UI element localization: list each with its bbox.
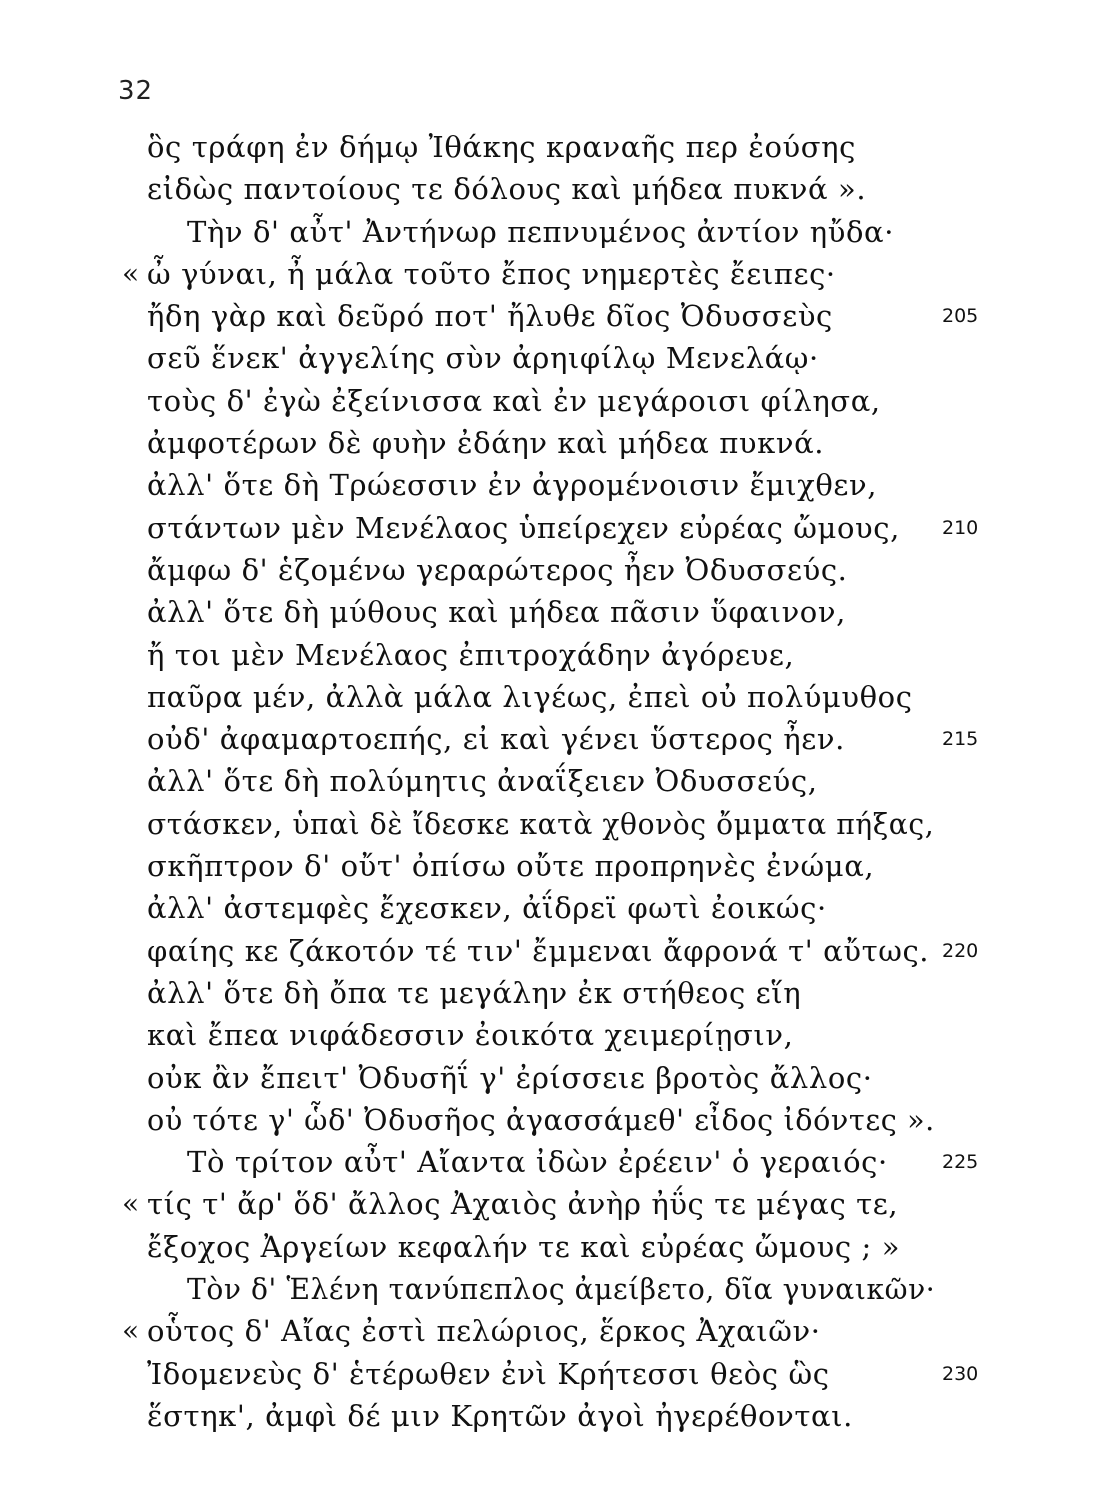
verse-line xyxy=(0,1057,1112,1099)
page-number: 32 xyxy=(118,76,154,106)
verse-text: ἀμφοτέρων δὲ φυὴν ἐδάην καὶ μήδεα πυκνά. xyxy=(147,426,825,461)
verse-line xyxy=(0,507,1112,549)
line-number: 225 xyxy=(942,1151,979,1174)
verse-text: οὗτος δ' Αἴας ἐστὶ πελώριος, ἕρκος Ἀχαιῶν· xyxy=(147,1314,821,1349)
verse-text: σκῆπτρον δ' οὔτ' ὀπίσω οὔτε προπρηνὲς ἐνώμα, xyxy=(147,849,875,884)
verse-line xyxy=(0,845,1112,887)
line-number: 205 xyxy=(942,305,979,328)
verse-line xyxy=(0,1395,1112,1437)
line-number: 215 xyxy=(942,728,979,751)
verse-text: ἕστηκ', ἀμφὶ δέ μιν Κρητῶν ἀγοὶ ἠγερέθονται. xyxy=(147,1398,853,1433)
verse-text: ἤ τοι μὲν Μενέλαος ἐπιτροχάδην ἀγόρευε, xyxy=(147,637,795,672)
verse-line xyxy=(0,337,1112,379)
verse-text: σεῦ ἕνεκ' ἀγγελίης σὺν ἀρηιφίλῳ Μενελάῳ· xyxy=(147,341,819,376)
opening-quote-mark: « xyxy=(122,1314,140,1348)
verse-line xyxy=(0,1014,1112,1056)
verse-text: Τὴν δ' αὖτ' Ἀντήνωρ πεπνυμένος ἀντίον ηὔδα· xyxy=(187,214,895,249)
verse-line xyxy=(0,676,1112,718)
verse-line xyxy=(0,1099,1112,1141)
verse-line xyxy=(0,1183,1112,1225)
verse-line xyxy=(0,168,1112,210)
verse-line xyxy=(0,211,1112,253)
verse-text: ἄμφω δ' ἑζομένω γεραρώτερος ἦεν Ὀδυσσεύς. xyxy=(147,552,848,587)
verse-line xyxy=(0,1310,1112,1352)
verse-line xyxy=(0,1353,1112,1395)
verse-text: ἤδη γὰρ καὶ δεῦρό ποτ' ἤλυθε δῖος Ὀδυσσεὺς xyxy=(147,299,833,334)
verse-line xyxy=(0,464,1112,506)
verse-text: φαίης κε ζάκοτόν τέ τιν' ἔμμεναι ἄφρονά τ' αὔτως. xyxy=(147,933,930,968)
verse-line xyxy=(0,760,1112,802)
opening-quote-mark: « xyxy=(122,1187,140,1221)
verse-text: οὐδ' ἀφαμαρτοεπής, εἰ καὶ γένει ὕστερος ἦεν. xyxy=(147,722,845,757)
verse-text: οὐ τότε γ' ὧδ' Ὀδυσῆος ἀγασσάμεθ' εἶδος ἰδόντες ». xyxy=(147,1102,935,1137)
verse-text: ἔξοχος Ἀργείων κεφαλήν τε καὶ εὐρέας ὤμους ; » xyxy=(147,1229,901,1264)
verse-line xyxy=(0,634,1112,676)
opening-quote-mark: « xyxy=(122,256,140,290)
verse-text: τοὺς δ' ἐγὼ ἐξείνισσα καὶ ἐν μεγάροισι φίλησα, xyxy=(147,383,881,418)
verse-line xyxy=(0,549,1112,591)
verse-text: ἀλλ' ὅτε δὴ πολύμητις ἀναΐξειεν Ὀδυσσεύς, xyxy=(147,764,818,799)
verse-line xyxy=(0,380,1112,422)
line-number: 210 xyxy=(942,516,979,539)
verse-block xyxy=(0,126,1112,1437)
verse-line xyxy=(0,422,1112,464)
verse-line xyxy=(0,126,1112,168)
verse-text: ἀλλ' ὅτε δὴ μύθους καὶ μήδεα πᾶσιν ὕφαινον, xyxy=(147,595,846,630)
verse-text: εἰδὼς παντοίους τε δόλους καὶ μήδεα πυκνά ». xyxy=(147,172,867,207)
verse-text: Τὸν δ' Ἑλένη τανύπεπλος ἀμείβετο, δῖα γυναικῶν· xyxy=(187,1272,936,1307)
verse-line xyxy=(0,1226,1112,1268)
verse-line xyxy=(0,295,1112,337)
verse-text: ἀλλ' ἀστεμφὲς ἔχεσκεν, ἀΐδρεϊ φωτὶ ἐοικώς· xyxy=(147,891,827,926)
verse-text: Ἰδομενεὺς δ' ἑτέρωθεν ἐνὶ Κρήτεσσι θεὸς ὣς xyxy=(147,1356,830,1391)
verse-text: Τὸ τρίτον αὖτ' Αἴαντα ἰδὼν ἐρέειν' ὁ γεραιός· xyxy=(187,1145,888,1180)
verse-line xyxy=(0,803,1112,845)
verse-text: ἀλλ' ὅτε δὴ ὄπα τε μεγάλην ἐκ στήθεος εἵη xyxy=(147,975,802,1010)
verse-text: οὐκ ἂν ἔπειτ' Ὀδυσῆΐ γ' ἐρίσσειε βροτὸς ἄλλος· xyxy=(147,1060,873,1095)
verse-text: τίς τ' ἄρ' ὅδ' ἄλλος Ἀχαιὸς ἀνὴρ ἠΰς τε μέγας τε, xyxy=(147,1187,899,1222)
verse-line xyxy=(0,930,1112,972)
verse-line xyxy=(0,1141,1112,1183)
verse-line xyxy=(0,887,1112,929)
verse-line xyxy=(0,1268,1112,1310)
verse-text: ὃς τράφη ἐν δήμῳ Ἰθάκης κραναῆς περ ἐούσης xyxy=(147,130,856,164)
verse-text: καὶ ἔπεα νιφάδεσσιν ἐοικότα χειμερίῃσιν, xyxy=(147,1018,794,1053)
verse-line xyxy=(0,253,1112,295)
verse-text: στάσκεν, ὑπαὶ δὲ ἴδεσκε κατὰ χθονὸς ὄμματα πήξας, xyxy=(147,806,935,841)
verse-text: παῦρα μέν, ἀλλὰ μάλα λιγέως, ἐπεὶ οὐ πολύμυθος xyxy=(147,679,913,714)
verse-line xyxy=(0,718,1112,760)
verse-text: ὦ γύναι, ἦ μάλα τοῦτο ἔπος νημερτὲς ἔειπες· xyxy=(147,256,836,291)
line-number: 230 xyxy=(942,1362,979,1385)
verse-line xyxy=(0,591,1112,633)
verse-line xyxy=(0,972,1112,1014)
verse-text: στάντων μὲν Μενέλαος ὑπείρεχεν εὐρέας ὤμους, xyxy=(147,510,900,545)
line-number: 220 xyxy=(942,939,979,962)
verse-text: ἀλλ' ὅτε δὴ Τρώεσσιν ἐν ἀγρομένοισιν ἔμιχθεν, xyxy=(147,468,878,503)
